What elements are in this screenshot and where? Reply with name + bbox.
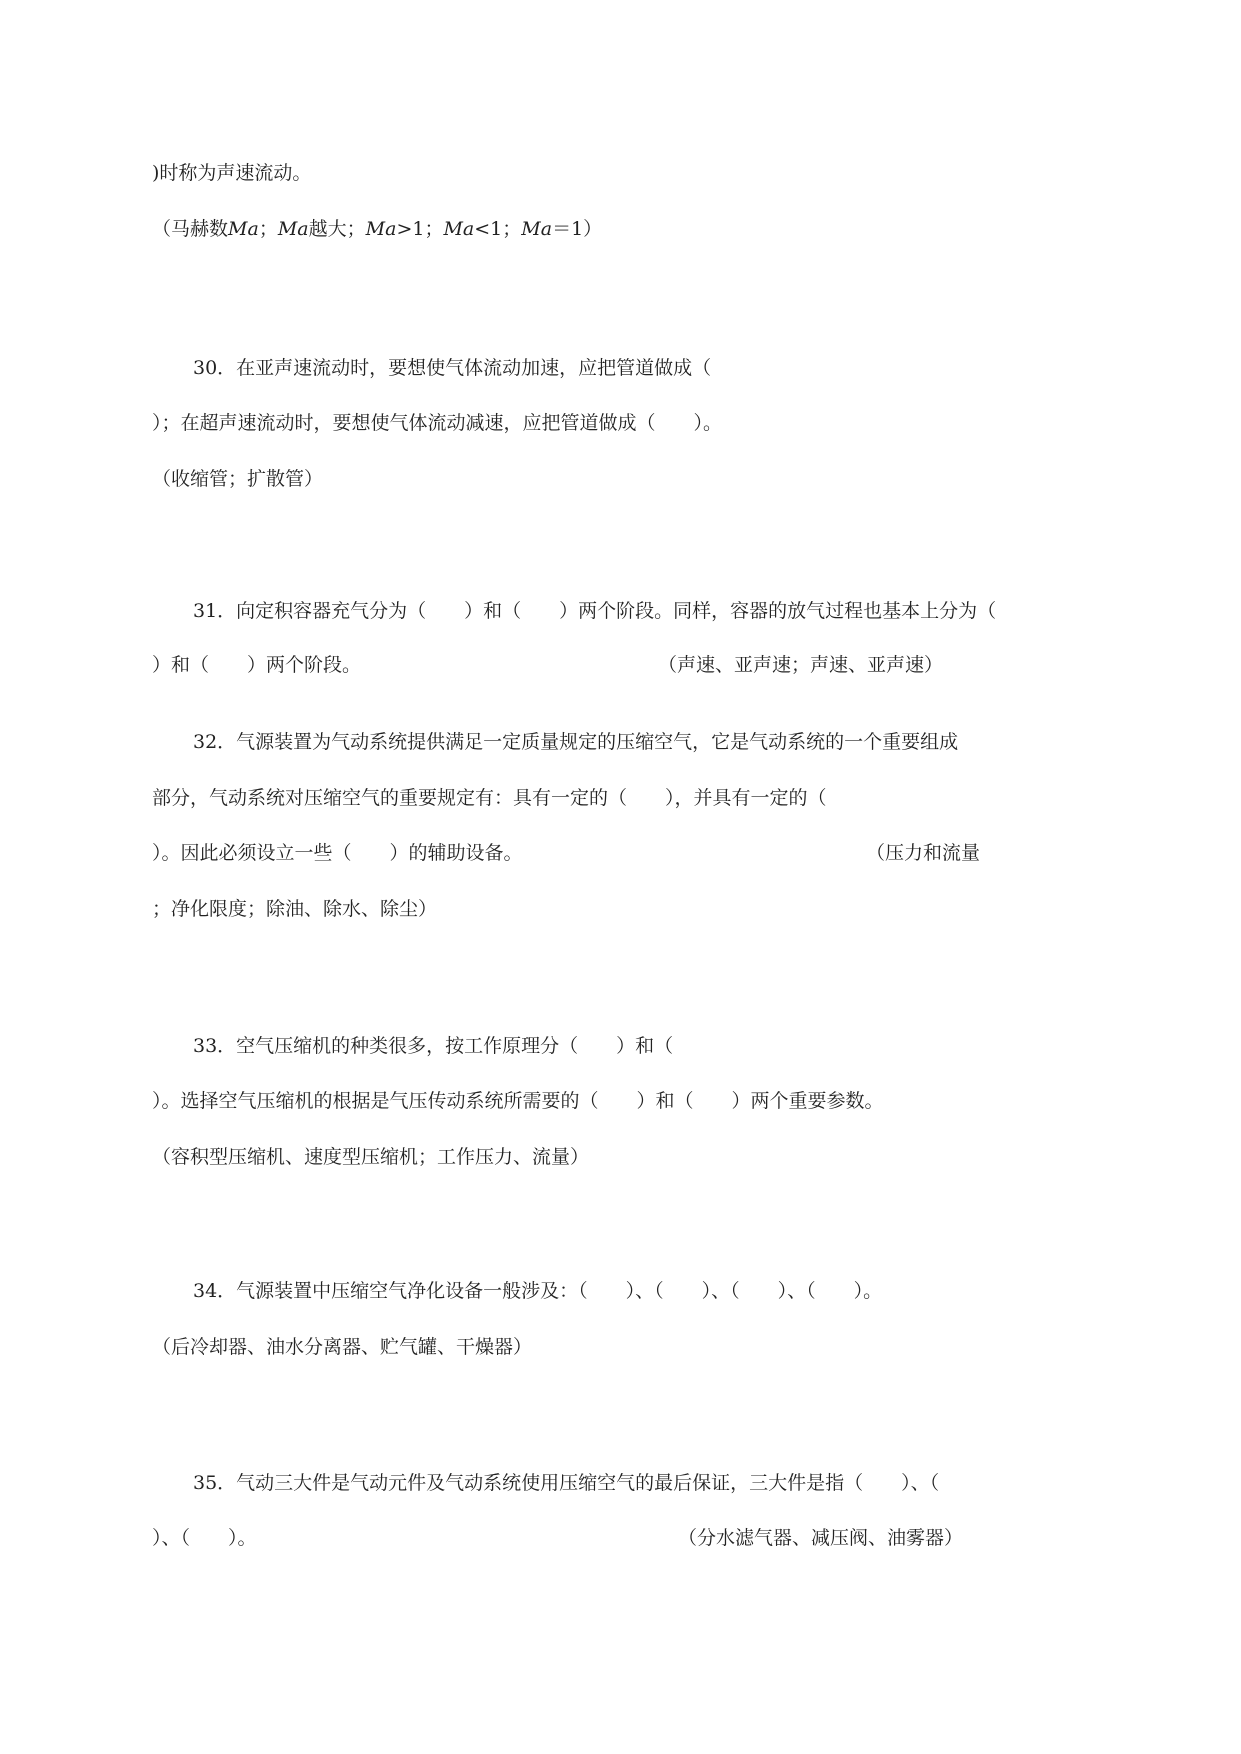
- question-35-line1: 35．气动三大件是气动元件及气动系统使用压缩空气的最后保证，三大件是指（ ）、（: [193, 1472, 940, 1494]
- question-31-answer: （声速、亚声速；声速、亚声速）: [658, 654, 944, 676]
- question-30-answer: （收缩管；扩散管）: [152, 468, 324, 490]
- question-35-line2: ）、（ ）。: [152, 1527, 257, 1549]
- question-33-line1: 33．空气压缩机的种类很多，按工作原理分（ ）和（: [193, 1035, 674, 1057]
- question-34-answer: （后冷却器、油水分离器、贮气罐、干燥器）: [152, 1336, 533, 1358]
- text-line: )时称为声速流动。: [152, 162, 312, 184]
- question-30-line1: 30．在亚声速流动时，要想使气体流动加速，应把管道做成（: [193, 357, 712, 379]
- answer-line-mach: （马赫数Ma；Ma越大；Ma>1；Ma<1；Ma＝1）: [152, 218, 603, 240]
- question-30-line2: ）；在超声速流动时，要想使气体流动减速，应把管道做成（ ）。: [152, 412, 723, 434]
- question-31-line2: ）和（ ）两个阶段。: [152, 654, 362, 676]
- question-34-line1: 34．气源装置中压缩空气净化设备一般涉及：（ ）、（ ）、（ ）、（ ）。: [193, 1280, 883, 1302]
- question-32-line1: 32．气源装置为气动系统提供满足一定质量规定的压缩空气，它是气动系统的一个重要组成: [193, 731, 959, 753]
- question-32-answer-part2: ；净化限度；除油、除水、除尘）: [152, 898, 438, 920]
- question-32-answer-part1: （压力和流量: [866, 842, 981, 864]
- question-32-line3: ）。因此必须设立一些（ ）的辅助设备。: [152, 842, 523, 864]
- question-32-line2: 部分，气动系统对压缩空气的重要规定有：具有一定的（ ），并具有一定的（: [152, 787, 827, 809]
- question-33-line2: ）。选择空气压缩机的根据是气压传动系统所需要的（ ）和（ ）两个重要参数。: [152, 1090, 884, 1112]
- question-35-answer: （分水滤气器、减压阀、油雾器）: [678, 1527, 964, 1549]
- question-31-line1: 31．向定积容器充气分为（ ）和（ ）两个阶段。同样，容器的放气过程也基本上分为（: [193, 600, 997, 622]
- question-33-answer: （容积型压缩机、速度型压缩机；工作压力、流量）: [152, 1146, 590, 1168]
